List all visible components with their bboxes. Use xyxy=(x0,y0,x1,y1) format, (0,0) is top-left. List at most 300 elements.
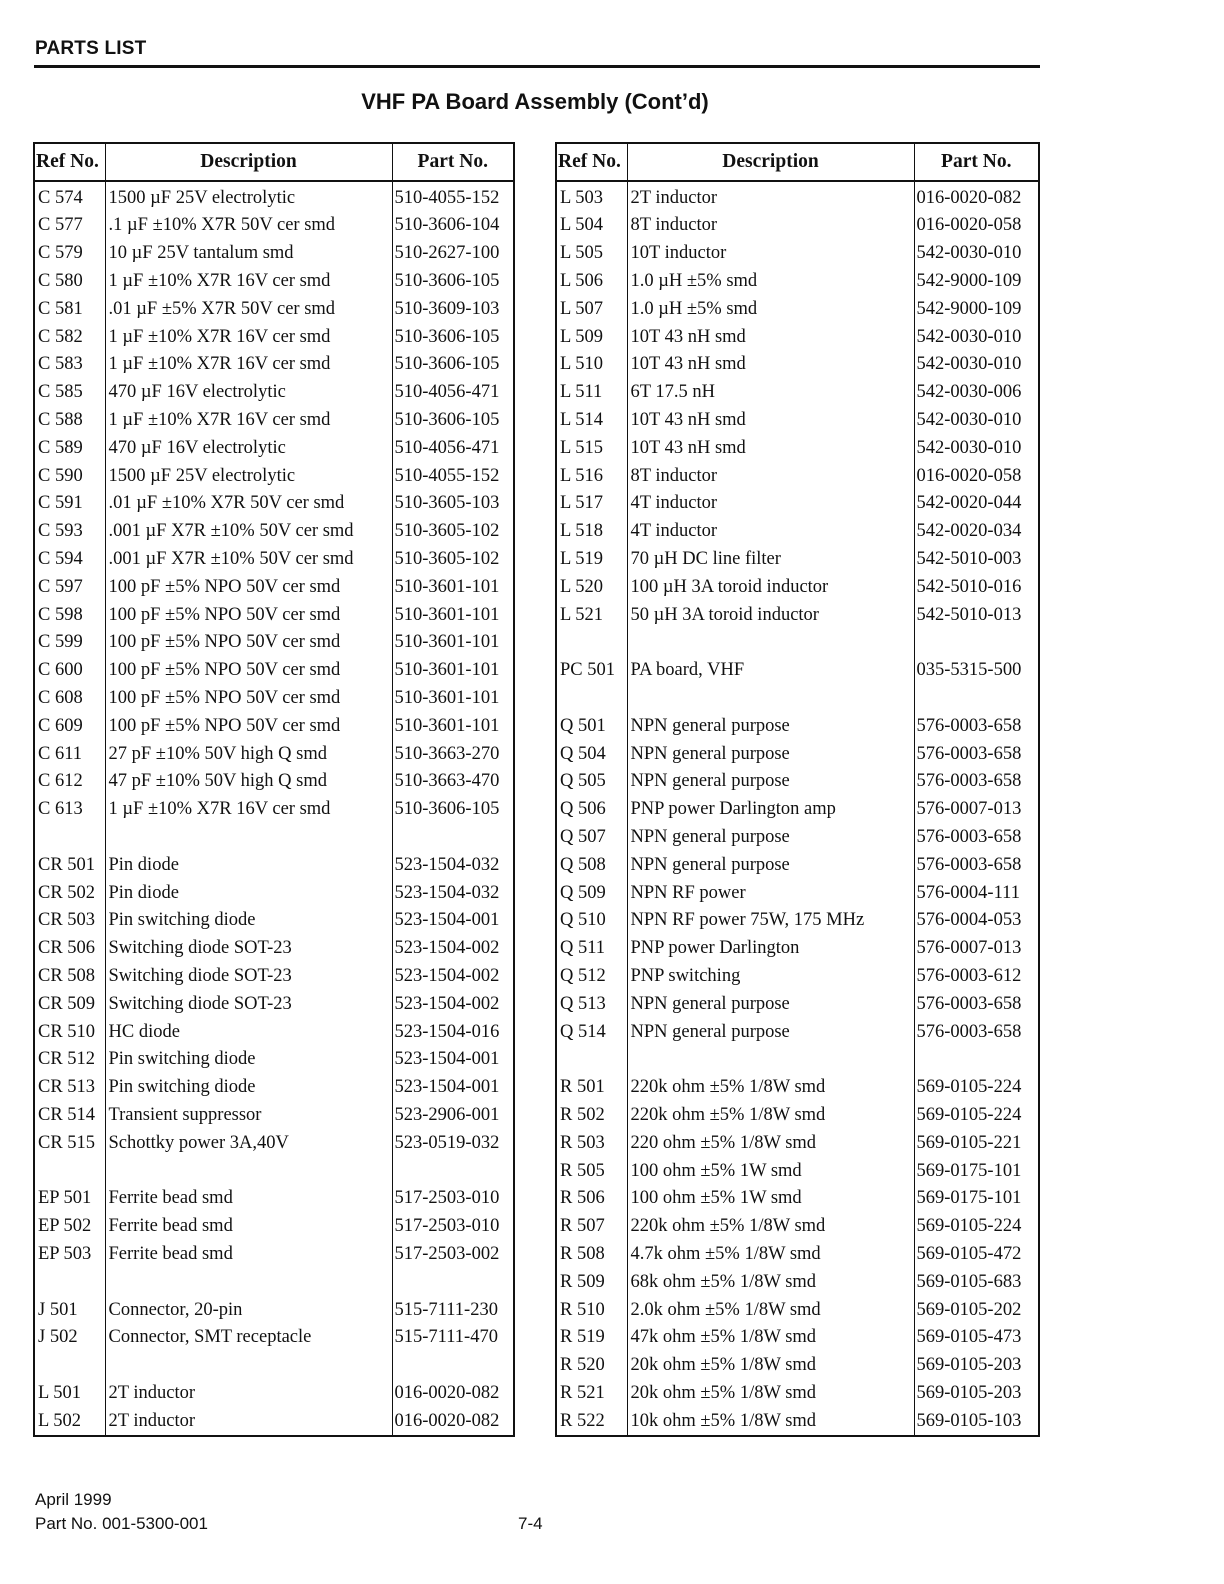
description-cell: 100 pF ±5% NPO 50V cer smd xyxy=(105,657,392,685)
part-number-cell: 510-4055-152 xyxy=(394,465,500,486)
ref-cell: L 514 xyxy=(556,406,627,434)
table-row xyxy=(556,1240,1039,1268)
part-number-cell: 569-0105-683 xyxy=(916,1271,1022,1292)
part-number-cell: 016-0020-082 xyxy=(394,1382,500,1403)
table-row xyxy=(34,1101,514,1129)
ref-cell: C 579 xyxy=(34,240,105,268)
part-number-cell: 576-0004-111 xyxy=(916,882,1020,903)
table-row xyxy=(556,1324,1039,1352)
description-cell: 68k ohm ±5% 1/8W smd xyxy=(627,1268,914,1296)
description-cell: 1.0 µH ±5% smd xyxy=(627,295,914,323)
table-row xyxy=(34,879,514,907)
ref-cell: CR 509 xyxy=(34,990,105,1018)
part-number-cell: 576-0003-658 xyxy=(916,771,1022,792)
description-cell: 100 pF ±5% NPO 50V cer smd xyxy=(105,573,392,601)
part-number-cell: 510-3605-103 xyxy=(394,493,500,514)
table-row xyxy=(556,1129,1039,1157)
table-row xyxy=(556,907,1039,935)
part-number-cell: 523-1504-002 xyxy=(394,965,500,986)
part-number-cell: 517-2503-010 xyxy=(394,1216,500,1237)
ref-cell: C 581 xyxy=(34,295,105,323)
description-cell: NPN RF power 75W, 175 MHz xyxy=(627,907,914,935)
part-number-cell: 510-3606-105 xyxy=(394,326,500,347)
part-number-cell: 576-0007-013 xyxy=(916,938,1022,959)
description-cell: 10T 43 nH smd xyxy=(627,434,914,462)
table-body-left xyxy=(34,181,514,1436)
ref-cell: R 501 xyxy=(556,1074,627,1102)
part-number-cell: 016-0020-058 xyxy=(916,465,1022,486)
table-row xyxy=(556,962,1039,990)
description-cell: 6T 17.5 nH xyxy=(627,379,914,407)
table-row xyxy=(556,295,1039,323)
table-row xyxy=(556,181,1039,212)
ref-cell: C 598 xyxy=(34,601,105,629)
table-row xyxy=(556,406,1039,434)
part-number-cell: 576-0003-658 xyxy=(916,1021,1022,1042)
description-cell: 10T 43 nH smd xyxy=(627,351,914,379)
ref-cell: C 600 xyxy=(34,657,105,685)
ref-cell: Q 506 xyxy=(556,796,627,824)
table-row xyxy=(34,323,514,351)
ref-cell: C 609 xyxy=(34,712,105,740)
part-number-cell: 542-0030-010 xyxy=(916,354,1022,375)
table-row xyxy=(34,823,514,851)
description-cell: NPN general purpose xyxy=(627,768,914,796)
ref-cell: L 520 xyxy=(556,573,627,601)
part-number-cell xyxy=(914,684,1039,712)
description-cell: 4T inductor xyxy=(627,518,914,546)
part-number-cell: 510-3606-104 xyxy=(394,215,500,236)
ref-cell: R 520 xyxy=(556,1351,627,1379)
part-number-cell: 542-0030-010 xyxy=(916,243,1022,264)
table-row xyxy=(34,1129,514,1157)
description-cell: 2T inductor xyxy=(105,1379,392,1407)
table-row xyxy=(34,573,514,601)
description-cell xyxy=(105,1268,392,1296)
description-cell: 100 µH 3A toroid inductor xyxy=(627,573,914,601)
table-row xyxy=(556,1407,1039,1436)
ref-cell: L 507 xyxy=(556,295,627,323)
table-row xyxy=(34,962,514,990)
part-number-cell: 569-0175-101 xyxy=(916,1188,1022,1209)
table-row xyxy=(556,351,1039,379)
section-title: PARTS LIST xyxy=(35,38,147,59)
table-row xyxy=(34,657,514,685)
table-row xyxy=(34,907,514,935)
description-cell xyxy=(627,629,914,657)
part-number-cell: 542-9000-109 xyxy=(916,298,1022,319)
description-cell: 1 µF ±10% X7R 16V cer smd xyxy=(105,406,392,434)
part-number-cell: 016-0020-082 xyxy=(394,1410,500,1431)
description-cell: .1 µF ±10% X7R 50V cer smd xyxy=(105,212,392,240)
part-number-cell: 542-0030-010 xyxy=(916,326,1022,347)
page-title: VHF PA Board Assembly (Cont’d) xyxy=(361,89,709,114)
description-cell xyxy=(105,823,392,851)
ref-cell: L 518 xyxy=(556,518,627,546)
part-number-cell: 517-2503-010 xyxy=(394,1188,500,1209)
ref-cell: Q 505 xyxy=(556,768,627,796)
ref-cell: Q 509 xyxy=(556,879,627,907)
ref-cell: R 509 xyxy=(556,1268,627,1296)
col-header-description: Description xyxy=(627,143,914,181)
part-number-cell: 569-0105-103 xyxy=(916,1410,1022,1431)
ref-cell: L 503 xyxy=(556,181,627,212)
table-row xyxy=(556,935,1039,963)
table-row xyxy=(34,1046,514,1074)
table-row xyxy=(556,1046,1039,1074)
table-row xyxy=(34,851,514,879)
col-header-ref: Ref No. xyxy=(556,143,627,181)
description-cell: NPN general purpose xyxy=(627,823,914,851)
description-cell: .001 µF X7R ±10% 50V cer smd xyxy=(105,545,392,573)
description-cell: 10T inductor xyxy=(627,240,914,268)
table-row xyxy=(34,434,514,462)
part-number-cell: 523-1504-002 xyxy=(394,993,500,1014)
part-number-cell: 510-4056-471 xyxy=(394,437,500,458)
part-number-cell: 515-7111-470 xyxy=(394,1327,498,1348)
ref-cell xyxy=(34,823,105,851)
table-row xyxy=(34,490,514,518)
table-row xyxy=(556,1157,1039,1185)
table-row xyxy=(34,1212,514,1240)
ref-cell: CR 512 xyxy=(34,1046,105,1074)
ref-cell: EP 503 xyxy=(34,1240,105,1268)
part-number-cell: 569-0105-224 xyxy=(916,1104,1022,1125)
ref-cell: J 502 xyxy=(34,1324,105,1352)
part-number-cell: 569-0105-224 xyxy=(916,1216,1022,1237)
part-number-cell: 569-0105-221 xyxy=(916,1132,1022,1153)
part-number-cell: 510-2627-100 xyxy=(394,243,500,264)
description-cell: 10T 43 nH smd xyxy=(627,323,914,351)
table-row xyxy=(34,545,514,573)
ref-cell: C 589 xyxy=(34,434,105,462)
table-row xyxy=(34,796,514,824)
ref-cell: R 502 xyxy=(556,1101,627,1129)
ref-cell: L 505 xyxy=(556,240,627,268)
table-row xyxy=(34,1157,514,1185)
part-number-cell: 523-1504-001 xyxy=(394,910,500,931)
table-row xyxy=(556,1074,1039,1102)
description-cell: 10T 43 nH smd xyxy=(627,406,914,434)
ref-cell: C 591 xyxy=(34,490,105,518)
ref-cell: CR 514 xyxy=(34,1101,105,1129)
ref-cell: R 522 xyxy=(556,1407,627,1436)
table-row xyxy=(34,379,514,407)
part-number-cell: 523-2906-001 xyxy=(394,1104,500,1125)
ref-cell: CR 506 xyxy=(34,935,105,963)
part-number-cell xyxy=(914,629,1039,657)
ref-cell: R 508 xyxy=(556,1240,627,1268)
part-number-cell: 510-4056-471 xyxy=(394,382,500,403)
ref-cell: C 577 xyxy=(34,212,105,240)
description-cell: 4.7k ohm ±5% 1/8W smd xyxy=(627,1240,914,1268)
ref-cell: EP 502 xyxy=(34,1212,105,1240)
ref-cell: R 506 xyxy=(556,1185,627,1213)
description-cell: .01 µF ±5% X7R 50V cer smd xyxy=(105,295,392,323)
table-row xyxy=(556,601,1039,629)
table-row xyxy=(556,379,1039,407)
ref-cell: Q 513 xyxy=(556,990,627,1018)
part-number-cell: 035-5315-500 xyxy=(916,660,1022,681)
part-number-cell: 510-3605-102 xyxy=(394,521,500,542)
table-row xyxy=(34,990,514,1018)
ref-cell: PC 501 xyxy=(556,657,627,685)
part-number-cell: 542-0030-010 xyxy=(916,437,1022,458)
part-number-cell: 542-0030-006 xyxy=(916,382,1022,403)
description-cell: 2T inductor xyxy=(105,1407,392,1436)
ref-cell xyxy=(556,629,627,657)
ref-cell: R 510 xyxy=(556,1296,627,1324)
description-cell: Ferrite bead smd xyxy=(105,1240,392,1268)
ref-cell: C 594 xyxy=(34,545,105,573)
part-number-cell: 542-5010-016 xyxy=(916,576,1022,597)
ref-cell: C 583 xyxy=(34,351,105,379)
description-cell: 1 µF ±10% X7R 16V cer smd xyxy=(105,351,392,379)
description-cell: Pin diode xyxy=(105,851,392,879)
description-cell: NPN RF power xyxy=(627,879,914,907)
part-number-cell xyxy=(392,1268,514,1296)
table-row xyxy=(556,1101,1039,1129)
description-cell: 220 ohm ±5% 1/8W smd xyxy=(627,1129,914,1157)
description-cell: 8T inductor xyxy=(627,212,914,240)
table-row xyxy=(556,1296,1039,1324)
description-cell: Ferrite bead smd xyxy=(105,1212,392,1240)
part-number-cell: 523-1504-016 xyxy=(394,1021,500,1042)
table-row xyxy=(34,1018,514,1046)
description-cell: 1500 µF 25V electrolytic xyxy=(105,181,392,212)
description-cell: NPN general purpose xyxy=(627,990,914,1018)
table-row xyxy=(34,712,514,740)
table-row xyxy=(34,935,514,963)
description-cell: 47 pF ±10% 50V high Q smd xyxy=(105,768,392,796)
ref-cell: C 612 xyxy=(34,768,105,796)
part-number-cell: 523-1504-001 xyxy=(394,1049,500,1070)
ref-cell: L 509 xyxy=(556,323,627,351)
col-header-part: Part No. xyxy=(914,143,1039,181)
description-cell: Transient suppressor xyxy=(105,1101,392,1129)
description-cell: 8T inductor xyxy=(627,462,914,490)
description-cell: PNP power Darlington xyxy=(627,935,914,963)
table-row xyxy=(556,990,1039,1018)
ref-cell: C 593 xyxy=(34,518,105,546)
part-number-cell: 016-0020-082 xyxy=(916,187,1022,208)
part-number-cell: 510-3663-270 xyxy=(394,743,500,764)
table-row xyxy=(556,323,1039,351)
table-body-right xyxy=(556,181,1039,1436)
table-header-row xyxy=(556,143,1039,181)
ref-cell xyxy=(34,1268,105,1296)
ref-cell: Q 501 xyxy=(556,712,627,740)
table-header-row xyxy=(34,143,514,181)
ref-cell: L 510 xyxy=(556,351,627,379)
table-row xyxy=(556,1212,1039,1240)
description-cell: Connector, 20-pin xyxy=(105,1296,392,1324)
ref-cell: L 501 xyxy=(34,1379,105,1407)
part-number-cell: 569-0105-472 xyxy=(916,1243,1022,1264)
part-number-cell: 510-4055-152 xyxy=(394,187,500,208)
table-row xyxy=(34,181,514,212)
table-row xyxy=(556,712,1039,740)
table-row xyxy=(556,768,1039,796)
ref-cell: C 585 xyxy=(34,379,105,407)
part-number-cell: 542-5010-003 xyxy=(916,549,1022,569)
part-number-cell: 569-0105-224 xyxy=(916,1077,1022,1098)
ref-cell: L 502 xyxy=(34,1407,105,1436)
description-cell: 1500 µF 25V electrolytic xyxy=(105,462,392,490)
table-row xyxy=(556,518,1039,546)
part-number-cell: 523-1504-032 xyxy=(394,882,500,903)
ref-cell: C 582 xyxy=(34,323,105,351)
part-number-cell: 569-0105-473 xyxy=(916,1327,1022,1348)
part-number-cell: 542-0030-010 xyxy=(916,410,1022,431)
part-number-cell: 510-3606-105 xyxy=(394,354,500,375)
ref-cell: C 574 xyxy=(34,181,105,212)
description-cell: 100 ohm ±5% 1W smd xyxy=(627,1157,914,1185)
description-cell: PA board, VHF xyxy=(627,657,914,685)
description-cell xyxy=(627,1046,914,1074)
description-cell xyxy=(105,1157,392,1185)
part-number-cell: 576-0007-013 xyxy=(916,799,1022,820)
part-number-cell: 510-3601-101 xyxy=(394,604,500,625)
table-row xyxy=(556,434,1039,462)
footer-part-number: Part No. 001-5300-001 xyxy=(35,1514,208,1533)
part-number-cell: 510-3606-105 xyxy=(394,271,500,292)
ref-cell: R 521 xyxy=(556,1379,627,1407)
table-row xyxy=(34,1240,514,1268)
table-row xyxy=(556,1268,1039,1296)
description-cell: 20k ohm ±5% 1/8W smd xyxy=(627,1351,914,1379)
description-cell: 220k ohm ±5% 1/8W smd xyxy=(627,1074,914,1102)
part-number-cell: 542-9000-109 xyxy=(916,271,1022,292)
part-number-cell: 542-0020-034 xyxy=(916,521,1022,542)
ref-cell xyxy=(556,684,627,712)
ref-cell: R 505 xyxy=(556,1157,627,1185)
table-row xyxy=(556,573,1039,601)
table-row xyxy=(34,768,514,796)
part-number-cell: 523-0519-032 xyxy=(394,1132,500,1153)
table-row xyxy=(34,740,514,768)
ref-cell: Q 510 xyxy=(556,907,627,935)
ref-cell: L 511 xyxy=(556,379,627,407)
part-number-cell: 510-3601-101 xyxy=(394,687,500,708)
table-row xyxy=(556,240,1039,268)
table-row xyxy=(34,684,514,712)
ref-cell: L 506 xyxy=(556,267,627,295)
table-row xyxy=(34,406,514,434)
description-cell: PNP power Darlington amp xyxy=(627,796,914,824)
table-row xyxy=(556,1185,1039,1213)
description-cell: 220k ohm ±5% 1/8W smd xyxy=(627,1101,914,1129)
description-cell: 47k ohm ±5% 1/8W smd xyxy=(627,1324,914,1352)
table-row xyxy=(34,518,514,546)
description-cell: NPN general purpose xyxy=(627,740,914,768)
part-number-cell xyxy=(392,1157,514,1185)
table-row xyxy=(34,601,514,629)
description-cell: 220k ohm ±5% 1/8W smd xyxy=(627,1212,914,1240)
part-number-cell: 510-3601-101 xyxy=(394,660,500,681)
ref-cell: Q 507 xyxy=(556,823,627,851)
description-cell: 20k ohm ±5% 1/8W smd xyxy=(627,1379,914,1407)
table-row xyxy=(34,1185,514,1213)
table-row xyxy=(556,851,1039,879)
description-cell: Switching diode SOT-23 xyxy=(105,962,392,990)
description-cell: HC diode xyxy=(105,1018,392,1046)
table-row xyxy=(34,1268,514,1296)
description-cell: 50 µH 3A toroid inductor xyxy=(627,601,914,629)
col-header-part: Part No. xyxy=(392,143,514,181)
table-row xyxy=(556,1379,1039,1407)
footer-date: April 1999 xyxy=(35,1490,112,1509)
part-number-cell: 569-0105-203 xyxy=(916,1382,1022,1403)
description-cell: 1.0 µH ±5% smd xyxy=(627,267,914,295)
part-number-cell: 576-0003-658 xyxy=(916,854,1022,875)
part-number-cell xyxy=(392,1351,514,1379)
description-cell: 100 pF ±5% NPO 50V cer smd xyxy=(105,629,392,657)
ref-cell xyxy=(34,1157,105,1185)
description-cell: 27 pF ±10% 50V high Q smd xyxy=(105,740,392,768)
part-number-cell: 569-0105-203 xyxy=(916,1355,1022,1376)
ref-cell: CR 508 xyxy=(34,962,105,990)
description-cell: Ferrite bead smd xyxy=(105,1185,392,1213)
ref-cell: Q 504 xyxy=(556,740,627,768)
ref-cell: L 517 xyxy=(556,490,627,518)
part-number-cell: 510-3606-105 xyxy=(394,410,500,431)
table-row xyxy=(556,629,1039,657)
description-cell: NPN general purpose xyxy=(627,851,914,879)
table-row xyxy=(34,267,514,295)
part-number-cell: 523-1504-001 xyxy=(394,1077,500,1098)
description-cell: 70 µH DC line filter xyxy=(627,545,914,573)
footer-page-number: 7-4 xyxy=(518,1514,543,1533)
ref-cell: Q 508 xyxy=(556,851,627,879)
part-number-cell: 576-0003-658 xyxy=(916,715,1022,736)
part-number-cell xyxy=(914,1046,1039,1074)
table-row xyxy=(34,351,514,379)
part-number-cell: 517-2503-002 xyxy=(394,1243,500,1264)
ref-cell: C 608 xyxy=(34,684,105,712)
col-header-description: Description xyxy=(105,143,392,181)
description-cell: 470 µF 16V electrolytic xyxy=(105,379,392,407)
ref-cell: L 521 xyxy=(556,601,627,629)
part-number-cell: 542-5010-013 xyxy=(916,604,1022,625)
ref-cell: J 501 xyxy=(34,1296,105,1324)
ref-cell: C 597 xyxy=(34,573,105,601)
ref-cell: L 519 xyxy=(556,545,627,573)
description-cell: Switching diode SOT-23 xyxy=(105,935,392,963)
table-row xyxy=(34,1379,514,1407)
description-cell: 470 µF 16V electrolytic xyxy=(105,434,392,462)
description-cell: 4T inductor xyxy=(627,490,914,518)
part-number-cell: 510-3601-101 xyxy=(394,632,500,653)
ref-cell: L 516 xyxy=(556,462,627,490)
part-number-cell: 523-1504-032 xyxy=(394,854,500,875)
parts-table-right xyxy=(555,142,1040,1437)
col-header-ref: Ref No. xyxy=(34,143,105,181)
part-number-cell: 510-3663-470 xyxy=(394,771,500,792)
ref-cell: L 504 xyxy=(556,212,627,240)
description-cell: 1 µF ±10% X7R 16V cer smd xyxy=(105,267,392,295)
part-number-cell: 542-0020-044 xyxy=(916,493,1022,514)
description-cell: 1 µF ±10% X7R 16V cer smd xyxy=(105,323,392,351)
table-row xyxy=(556,796,1039,824)
part-number-cell: 576-0003-658 xyxy=(916,826,1022,847)
part-number-cell: 576-0003-658 xyxy=(916,743,1022,764)
description-cell: 2T inductor xyxy=(627,181,914,212)
description-cell: 100 pF ±5% NPO 50V cer smd xyxy=(105,601,392,629)
description-cell: Pin switching diode xyxy=(105,1046,392,1074)
description-cell: Pin diode xyxy=(105,879,392,907)
description-cell: Pin switching diode xyxy=(105,1074,392,1102)
